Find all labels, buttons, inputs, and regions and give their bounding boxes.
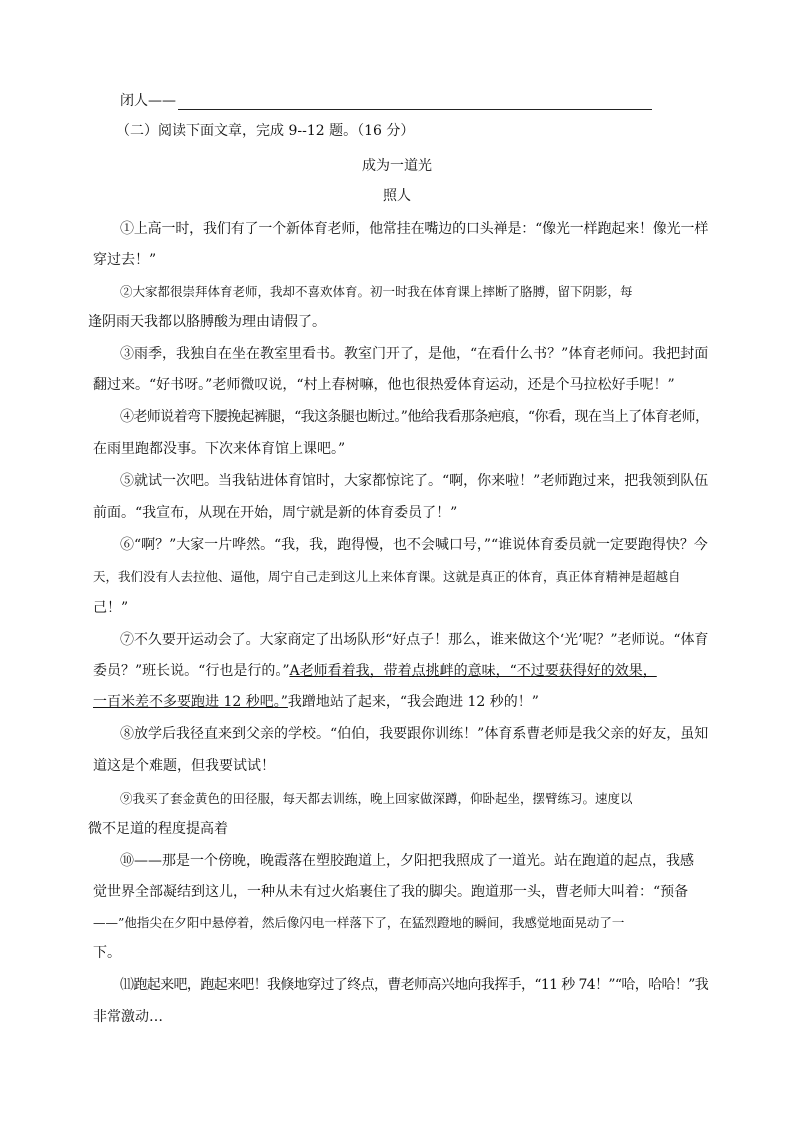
paragraph-10-line-1: ⑩——那是一个傍晚，晚霞落在塑胶跑道上，夕阳把我照成了一道光。站在跑道的起点，我感 [120, 853, 694, 869]
paragraph-1-line-2: 穿过去！” [93, 252, 157, 268]
paragraph-7-line-2 [93, 662, 657, 680]
paragraph-10-line-3: ——”他指尖在夕阳中悬停着，然后像闪电一样落下了，在猛烈蹬地的瞬间，我感觉地面晃动了一 [93, 915, 625, 930]
paragraph-9-line-1: ⑨我买了套金黄色的田径服，每天都去训练，晚上回家做深蹲，仰卧起坐，摆臂练习。速度以 [120, 791, 633, 806]
paragraph-11-line-1: ⑾跑起来吧，跑起来吧！我倏地穿过了终点，曹老师高兴地向我挥手，“11 秒 74！”“哈，哈哈！”我 [120, 977, 709, 993]
paragraph-6-line-1: ⑥“啊？”大家一片哗然。“我，我，跑得慢，也不会喊口号，”“谁说体育委员就一定要跑得快？今 [120, 537, 708, 553]
paragraph-7-line-1: ⑦不久要开运动会了。大家商定了出场队形“好点子！那么，谁来做这个‘光’呢？”老师说。“体育 [120, 632, 709, 648]
paragraph-10-line-2: 觉世界全部凝结到这儿，一种从未有过火焰裹住了我的脚尖。跑道那一头，曹老师大叫着：“预备 [93, 884, 689, 900]
paragraph-6-line-2: 天，我们没有人去拉他、逼他，周宁自己走到这儿上来体育课。这就是真正的体育，真正体育精神是超越自 [93, 569, 681, 584]
top-prompt-line [120, 92, 652, 110]
paragraph-5-line-2: 前面。“我宣布，从现在开始，周宁就是新的体育委员了！” [93, 505, 458, 521]
underlined-sentence-a-part-2: 一百米差不多要跑进 12 秒吧。” [93, 694, 288, 710]
section-heading: （二）阅读下面文章，完成 9--12 题。（16 分） [116, 123, 415, 139]
top-prompt-label: 闭人—— [120, 93, 176, 109]
paragraph-6-line-3: 己！” [93, 600, 129, 616]
paragraph-5-line-1: ⑤就试一次吧。当我钻进体育馆时，大家都惊诧了。“啊，你来啦！”老师跑过来，把我领到队伍 [120, 473, 709, 489]
paragraph-2-line-1: ②大家都很崇拜体育老师，我却不喜欢体育。初一时我在体育课上摔断了胳膊，留下阴影，每 [120, 284, 633, 299]
paragraph-1-line-1: ①上高一时，我们有了一个新体育老师，他常挂在嘴边的口头禅是：“像光一样跑起来！像光一样 [120, 221, 709, 237]
paragraph-4-line-2: 在雨里跑都没事。下次来体育馆上课吧。” [93, 441, 346, 457]
paragraph-10-line-4: 下。 [93, 945, 121, 961]
paragraph-3-line-1: ③雨季，我独自在坐在教室里看书。教室门开了，是他，“在看什么书？”体育老师问。我把封面 [120, 346, 709, 362]
paragraph-7-line-3-text: 我蹭地站了起来，“我会跑进 12 秒的！” [287, 694, 539, 710]
answer-blank[interactable] [178, 95, 652, 110]
article-title: 成为一道光 [362, 158, 432, 174]
paragraph-7-line-3 [93, 693, 539, 711]
article-author: 照人 [383, 188, 411, 204]
paragraph-7-line-2-text: 委员？”班长说。“行也是行的。” [93, 663, 290, 679]
paragraph-2-line-2: 逢阴雨天我都以胳膊酸为理由请假了。 [88, 314, 326, 330]
paragraph-11-line-2: 非常激动… [93, 1009, 163, 1025]
paragraph-8-line-2: 道这是个难题，但我要试试！ [93, 758, 275, 774]
paragraph-3-line-2: 翻过来。“好书呀。”老师微叹说，“村上春树嘛，他也很热爱体育运动，还是个马拉松好手呢！” [93, 377, 675, 393]
paragraph-4-line-1: ④老师说着弯下腰挽起裤腿，“我这条腿也断过。”他给我看那条疤痕，“你看，现在当上了体育老师， [120, 409, 709, 425]
paragraph-8-line-1: ⑧放学后我径直来到父亲的学校。“伯伯，我要跟你训练！”体育系曹老师是我父亲的好友，虽知 [120, 726, 709, 742]
underlined-sentence-a-part-1: A老师看着我，带着点挑衅的意味，“不过要获得好的效果， [289, 663, 657, 679]
paragraph-9-line-2: 微不足道的程度提高着 [88, 821, 228, 837]
